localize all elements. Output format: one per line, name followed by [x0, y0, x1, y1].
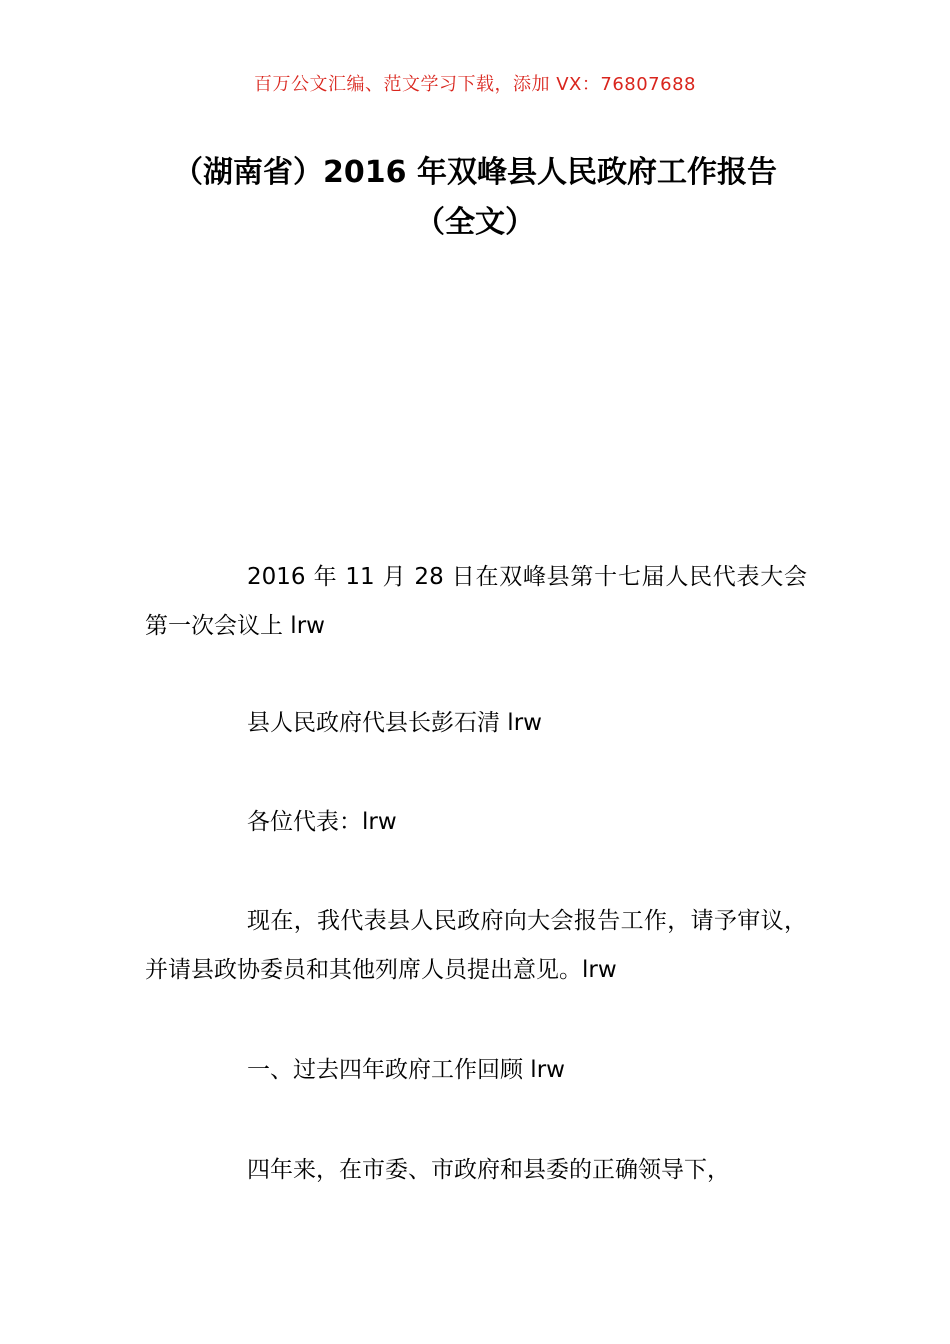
document-body-intro [145, 897, 807, 995]
document-body [145, 553, 807, 651]
paragraph-intro: 现在，我代表县人民政府向大会报告工作，请予审议，并请县政协委员和其他列席人员提出意见。lrw [145, 908, 807, 983]
paragraph-meeting-info: 2016 年 11 月 28 日在双峰县第十七届人民代表大会第一次会议上 lrw [145, 564, 807, 639]
document-body-review [145, 1146, 807, 1195]
document-body-salutation [145, 798, 807, 847]
document-body-section [145, 1046, 807, 1095]
paragraph-salutation: 各位代表：lrw [247, 809, 397, 835]
paragraph-speaker: 县人民政府代县长彭石清 lrw [247, 710, 542, 736]
document-body-speaker [145, 699, 807, 748]
header-contact-note: 百万公文汇编、范文学习下载，添加 VX：76807688 [254, 74, 696, 95]
paragraph-review-start: 四年来，在市委、市政府和县委的正确领导下， [247, 1157, 730, 1183]
section-heading: 一、过去四年政府工作回顾 lrw [247, 1057, 565, 1083]
document-title: （湖南省）2016 年双峰县人民政府工作报告（全文） [173, 155, 777, 240]
